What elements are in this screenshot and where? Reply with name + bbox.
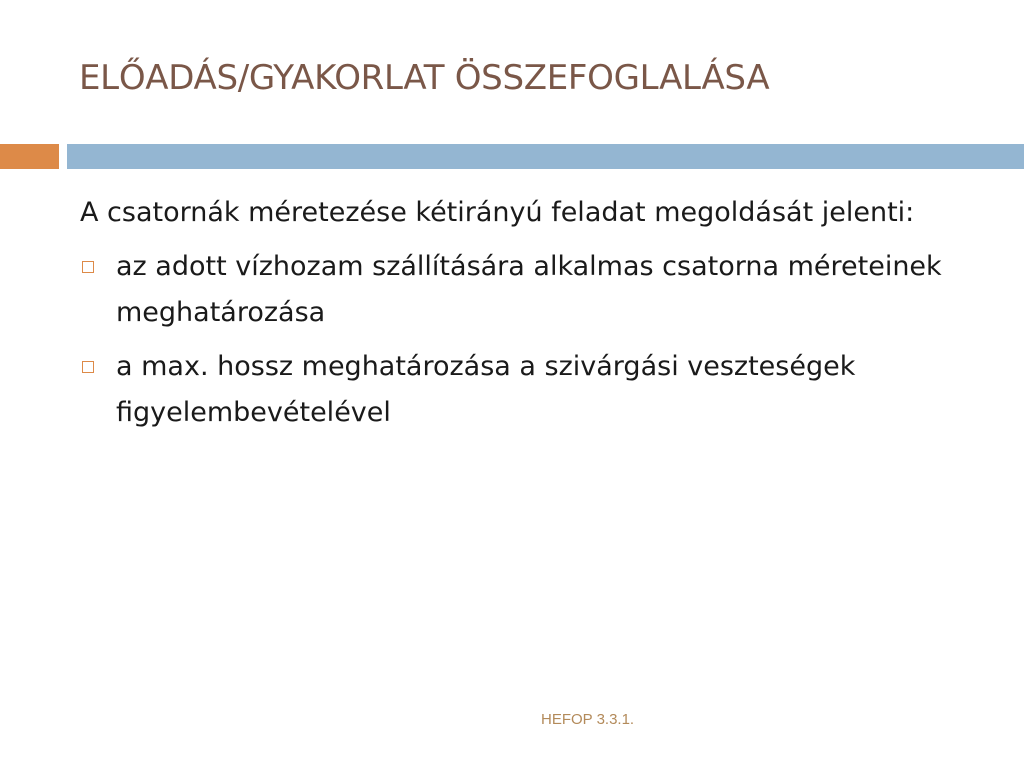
footer-text: HEFOP 3.3.1. bbox=[541, 711, 635, 728]
square-outline-icon bbox=[82, 261, 94, 273]
title-rule bbox=[67, 144, 1024, 169]
bullet-item bbox=[80, 244, 960, 336]
slide-body bbox=[80, 190, 960, 444]
square-outline-icon bbox=[82, 361, 94, 373]
bullet-text: az adott vízhozam szállítására alkalmas csatorna méreteinek meghatározása bbox=[116, 251, 942, 328]
bullet-item bbox=[80, 344, 960, 436]
bullet-text: a max. hossz meghatározása a szivárgási veszteségek figyelembevételével bbox=[116, 351, 856, 428]
intro-paragraph: A csatornák méretezése kétirányú feladat megoldását jelenti: bbox=[80, 197, 915, 228]
slide-title: ELŐADÁS/GYAKORLAT ÖSSZEFOGLALÁSA bbox=[79, 58, 770, 98]
title-rule-accent bbox=[0, 144, 59, 169]
